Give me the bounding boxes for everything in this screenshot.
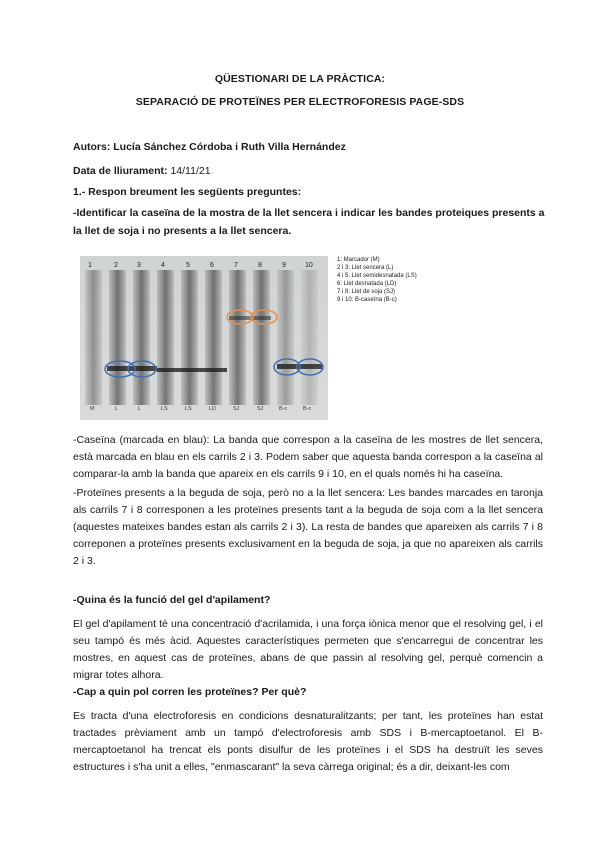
lane-label: B-c [279,406,288,412]
title-line-2: SEPARACIÓ DE PROTEÏNES PER ELECTROFORESIS PAGE-SDS [135,96,465,108]
title-line-1: QÜESTIONARI DE LA PRÀCTICA: [214,73,386,85]
date-value: 14/11/21 [170,165,211,177]
legend-item: 4 i 5: Llet semidesnatada (LS) [337,273,417,279]
lane-number: 7 [234,262,238,269]
gel-legend [337,256,417,304]
delivery-date [73,165,211,177]
legend-item: 9 i 10: B-caseïna (B-c) [337,297,397,303]
lane-label: M [90,406,95,412]
lane-label: SJ [257,406,264,412]
answer-1-soy-proteins: -Proteïnes presents a la beguda de soja, però no a la llet sencera: Les bandes marcades en taronja als carrils 7 i 8 corresponen a les proteïnes presents tant a la beguda de soja com a la llet sencera (aquestes mateixes bandes estan als carrils 2 i 3). La resta de bandes que apareixen als carrils 7 i 8 correponen a proteïnes presents exclusivament en la beguda de soja, ja que no apareixen als carrils 2 i 3. [73,487,543,567]
lane-label: L [115,406,119,412]
lane-label: LS [185,406,192,412]
question-1-line-2: la llet de soja i no presents a la llet sencera. [73,225,292,237]
lane-label: L [138,406,142,412]
legend-item: 7 i 8: Llet de soja (SJ) [337,289,396,295]
date-label: Data de lliurament: [73,165,168,177]
lane-label: B-c [303,406,312,412]
lane-number: 2 [114,262,118,269]
answer-2: El gel d'apilament té una concentració d'acrilamida, i una força iònica menor que el resolving gel, i el seu tampó és més àcid. Aquestes característiques permeten que s'encarregui de concentrar les mostres, en aquest cas de proteïnes, abans de que passin al resolving gel, perquè comencin a migrar totes alhora. [73,618,543,681]
gel-electrophoresis-image [80,256,328,420]
legend-item: 2 i 3: Llet sencera (L) [337,265,394,271]
lane-number: 5 [186,262,190,269]
lane-label: LS [161,406,168,412]
lane-number: 1 [88,262,92,269]
section-heading-1: 1.- Respon breument les següents preguntes: [73,186,302,198]
legend-item: 6: Llet desnatada (LD) [337,281,397,287]
lane-number: 4 [161,262,165,269]
lane-label: LD [209,406,217,412]
blue-highlight [128,361,156,377]
orange-highlight [227,310,253,324]
blue-highlight [105,361,135,377]
answer-3: Es tracta d'una electroforesis en condicions desnaturalitzants; per tant, les proteïnes han estat tractades prèviament amb un tampó d'electroforesis amb SDS i B-mercaptoetanol. El B-mercaptoetanol ha trencat els ponts disulfur de les proteïnes i el SDS ha destruït les seves estructures i s'ha unit a elles, "enmascarant" la seva càrrega original; és a dir, deixant-les com [73,710,543,773]
highlight-overlay [80,256,328,420]
lane-number: 6 [210,262,214,269]
lane-number: 9 [282,262,286,269]
answer-1-casein: -Caseïna (marcada en blau): La banda que correspon a la caseïna de les mostres de llet sencera, està marcada en blau en els carrils 2 i 3. Podem saber que aquesta banda correspon a la caseïna al comparar-la amb la banda que apareix en els carrils 9 i 10, en el quals només hi ha caseïna. [73,434,543,480]
authors: Autors: Lucía Sánchez Córdoba i Ruth Villa Hernández [73,141,346,153]
question-1-line-1: -Identificar la caseïna de la mostra de la llet sencera i indicar les bandes proteiques presents a [73,207,545,219]
lane-number: 3 [137,262,141,269]
blue-highlight [297,359,323,375]
lane-number: 10 [305,262,313,269]
lane-label: SJ [233,406,240,412]
lane-number: 8 [258,262,262,269]
legend-item: 1: Marcador (M) [337,257,380,263]
blue-highlight [274,359,300,375]
orange-highlight [251,310,277,324]
question-3: -Cap a quin pol corren les proteïnes? Per què? [73,686,307,698]
question-2: -Quina és la funció del gel d'apilament? [73,594,271,606]
